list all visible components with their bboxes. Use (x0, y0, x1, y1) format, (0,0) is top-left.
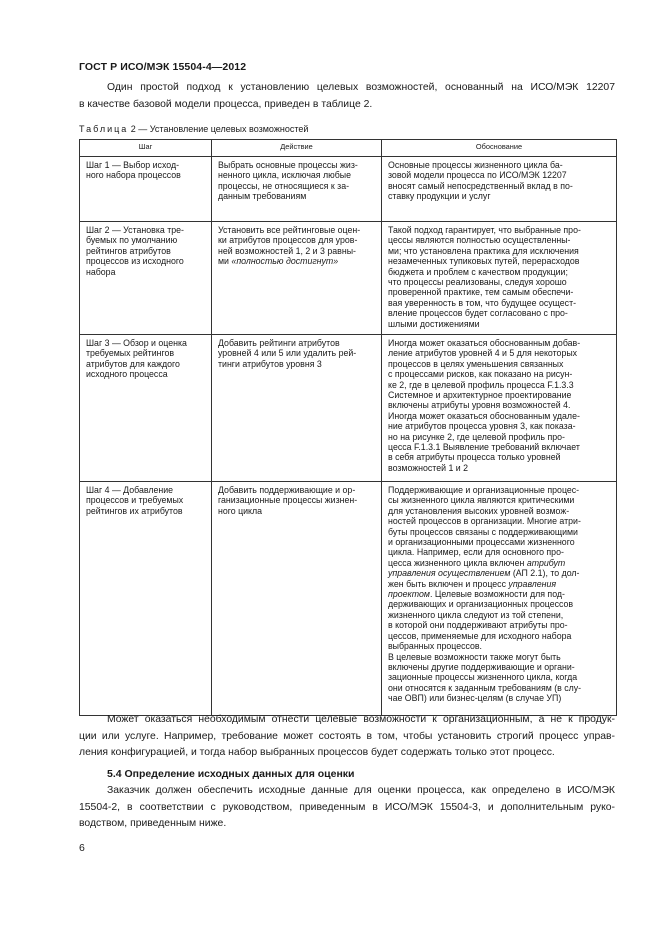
cell-line: буемых по умолчанию (86, 235, 178, 246)
cell-line: процессы, не относящиеся к за- (218, 180, 350, 191)
cell-line (388, 589, 611, 599)
cell-line: данным требованиям (218, 191, 307, 202)
cell-line: Выбрать основные процессы жиз- (218, 160, 358, 170)
table-caption (79, 124, 308, 134)
cell-line (388, 579, 611, 589)
cell-text: жен быть включен и процесс (388, 578, 506, 589)
reason-cell (382, 482, 617, 716)
cell-line: в которой они поддерживают атрибуты про- (388, 620, 568, 631)
step-cell (80, 222, 212, 335)
cell-line: тинги атрибутов уровня 3 (218, 358, 322, 369)
reason-cell (382, 222, 617, 335)
cell-line: Поддерживающие и организационные процес- (388, 485, 580, 495)
intro-line: Один простой подход к установлению целевых возможностей, основанный на ИСО/МЭК 12207 (107, 82, 615, 93)
cell-line: проверенной практике, тем самым обеспечи- (388, 287, 574, 298)
document-header: ГОСТ Р ИСО/МЭК 15504-4—2012 (79, 61, 247, 73)
cell-text: . Целевые возможности для под- (429, 589, 565, 600)
cell-line: зовой модели процесса по ИСО/МЭК 12207 (388, 170, 567, 181)
targets-table (79, 139, 617, 716)
cell-line: Иногда может оказаться обоснованным удале- (388, 410, 580, 421)
cell-line: процессов из исходного (86, 256, 184, 267)
cell-line: Добавить поддерживающие и ор- (218, 485, 356, 495)
cell-line: Шаг 3 — Обзор и оценка (86, 338, 187, 348)
cell-line: Основные процессы жизненного цикла ба- (388, 160, 563, 170)
cell-line: Такой подход гарантирует, что выбранные про- (388, 225, 581, 235)
cell-line: цикла. Например, если для основного про- (388, 547, 564, 558)
cell-line: рейтингов атрибутов (86, 245, 171, 256)
cell-line: буты процессов связаны с поддерживающими (388, 526, 578, 537)
cell-line: атрибутов для каждого (86, 358, 180, 369)
header-step: Шаг (80, 140, 212, 157)
cell-italic: управления (508, 578, 557, 589)
para-line: Может оказаться необходимым отнести целевые возможности к организационным, а не к продук- (107, 714, 615, 725)
cell-line: ление атрибутов уровней 4 и 5 для некоторых (388, 348, 578, 359)
cell-line: бюджета и проблем с качеством продукции; (388, 266, 568, 277)
cell-line: ставку продукции и услуг (388, 191, 491, 202)
cell-line: шлыми достижениями (388, 318, 480, 329)
cell-line: зационные процессы жизненного цикла, когда (388, 672, 578, 683)
cell-line: включены другие поддерживающие и органи- (388, 661, 575, 672)
cell-line: и организационными процессами жизненного (388, 537, 575, 548)
cell-line: ки атрибутов процессов для уров- (218, 235, 358, 246)
para-line: 15504-2, в соответствии с руководством, приведенным в ИСО/МЭК 15504-3, и дополнительным руко- (79, 801, 615, 813)
cell-line: ненного цикла, исключая любые (218, 170, 351, 181)
action-cell (212, 157, 382, 222)
cell-text: ми (218, 256, 229, 267)
cell-italic: управления осуществлением (388, 568, 511, 579)
caption-prefix: Таблица (79, 124, 129, 134)
cell-italic: атрибут (526, 557, 566, 568)
cell-line: ней возможностей 1, 2 и 3 равны- (218, 245, 356, 256)
cell-line: жизненного цикла следуют из той степени, (388, 609, 564, 620)
cell-line: с процессами рисков, как показано на рисун- (388, 369, 573, 380)
section-paragraph (79, 783, 615, 833)
cell-line: включены атрибуты уровня возможностей 4. (388, 400, 571, 411)
cell-line: сы жизненного цикла являются критическими (388, 495, 575, 506)
section-heading: 5.4 Определение исходных данных для оценки (107, 768, 355, 780)
cell-line: цесса F.1.3.1 Выявление требований включает (388, 442, 580, 453)
cell-line: выбранных процессов. (388, 641, 482, 652)
cell-line: цессы являются полностью осуществленны- (388, 235, 571, 246)
cell-text: (АП 2.1), то дол- (510, 568, 580, 579)
cell-line: Добавить рейтинги атрибутов (218, 338, 340, 348)
cell-line (388, 558, 611, 568)
cell-line: ностей процессов в организации. Многие атри- (388, 516, 581, 527)
cell-line: уровней 4 или 5 или удалить рей- (218, 348, 357, 359)
intro-paragraph (79, 80, 615, 113)
cell-line (388, 568, 611, 578)
para-line: ления конфигурацией, и тогда набор выбранных процессов будет содержать только этот процесс. (79, 747, 555, 758)
cell-line: цессов, применяемые для исходного набора (388, 630, 572, 641)
cell-line: ние атрибутов процесса уровня 3, как показа- (388, 421, 576, 432)
cell-line: но на рисунке 2, где целевой профиль про- (388, 431, 565, 442)
cell-italic: «полностью достигнут» (231, 256, 339, 267)
step-cell (80, 157, 212, 222)
caption-text: 2 — Установление целевых возможностей (128, 124, 309, 134)
cell-line: для установления высоких уровней возмож- (388, 505, 570, 516)
cell-line: процессов в целях уменьшения связанных (388, 358, 564, 369)
cell-line: Системное и архитектурное проектирование (388, 390, 572, 401)
table-header-row (80, 140, 617, 157)
cell-line: набора (86, 266, 116, 277)
cell-line: Шаг 1 — Выбор исход- (86, 160, 180, 170)
step-cell (80, 482, 212, 716)
cell-line: вносят самый непосредственный вклад в по- (388, 180, 573, 191)
cell-line: ганизационные процессы жизнен- (218, 495, 358, 506)
action-cell (212, 335, 382, 482)
reason-cell (382, 335, 617, 482)
cell-line: незамеченных тупиковых путей, перерасходов (388, 256, 580, 267)
table-row (80, 335, 617, 482)
para-line: водством, приведенным ниже. (79, 818, 227, 829)
header-reason: Обоснование (382, 140, 617, 157)
cell-line: Шаг 4 — Добавление (86, 485, 174, 495)
reason-cell (382, 157, 617, 222)
para-line: Заказчик должен обеспечить исходные данные для оценки процесса, как определено в ИСО/МЭК (107, 785, 615, 796)
cell-line: ного цикла (218, 505, 263, 516)
cell-line: В целевые возможности также могут быть (388, 651, 561, 662)
cell-line: рейтингов их атрибутов (86, 505, 183, 516)
cell-line: ке 2, где в целевой профиль процесса F.1.3.3 (388, 379, 574, 390)
table-row (80, 482, 617, 716)
cell-line: исходного процесса (86, 369, 168, 380)
step-cell (80, 335, 212, 482)
action-cell (212, 222, 382, 335)
cell-line: Шаг 2 — Установка тре- (86, 225, 184, 235)
cell-text: цесса жизненного цикла включен (388, 557, 525, 568)
page-number: 6 (79, 842, 85, 854)
action-cell (212, 482, 382, 716)
cell-line: они относятся к заданным требованиям (в слу- (388, 682, 582, 693)
cell-line: чае ОВП) или бизнес-целям (в случае УП) (388, 693, 562, 704)
cell-line: Иногда может оказаться обоснованным добав- (388, 338, 581, 348)
cell-line: вление процессов будет согласовано с про- (388, 308, 568, 319)
cell-line: ми; что установлена практика для исключения (388, 245, 579, 256)
table-row (80, 222, 617, 335)
cell-line (218, 256, 376, 266)
cell-line: процессов и требуемых (86, 495, 184, 506)
cell-italic: проектом (388, 589, 430, 600)
cell-line: что процессы реализованы, следуя хорошо (388, 277, 567, 288)
header-action: Действие (212, 140, 382, 157)
intro-line: в качестве базовой модели процесса, приведен в таблице 2. (79, 98, 373, 110)
table-row (80, 157, 617, 222)
cell-line: держивающих и организационных процессов (388, 599, 574, 610)
cell-line: в себя атрибуты процесса только уровней (388, 452, 561, 463)
para-line: ции или услуге. Например, требование может состоять в том, чтобы установить строгий процесс управ- (79, 730, 615, 742)
cell-line: ного набора процессов (86, 170, 181, 181)
cell-line: возможностей 1 и 2 (388, 462, 469, 473)
cell-line: вая уверенность в том, что будущее осущест- (388, 297, 577, 308)
after-table-paragraph (79, 712, 615, 762)
cell-line: требуемых рейтингов (86, 348, 175, 359)
cell-line: Установить все рейтинговые оцен- (218, 225, 361, 235)
